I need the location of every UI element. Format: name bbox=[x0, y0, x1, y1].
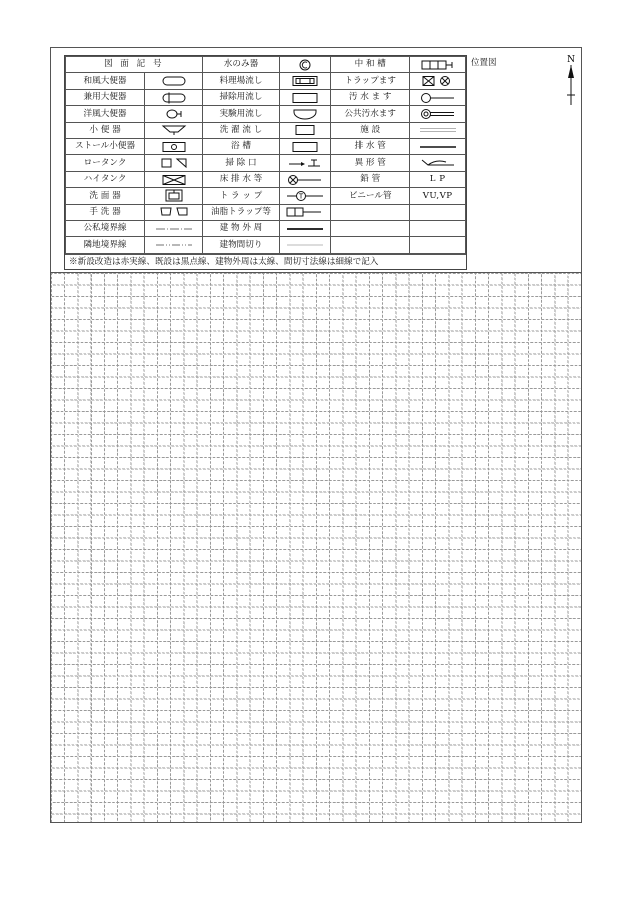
drain-pipe-icon bbox=[410, 139, 466, 155]
legend-row bbox=[66, 171, 466, 187]
legend-label bbox=[331, 221, 410, 237]
floor-drain-icon bbox=[279, 171, 330, 187]
trap-basin-icon bbox=[410, 73, 466, 89]
legend-label: 掃 除 口 bbox=[203, 155, 280, 171]
legend-label: 小 便 器 bbox=[66, 122, 145, 138]
legend-symbol-text bbox=[410, 204, 466, 220]
legend-label: 水のみ器 bbox=[203, 57, 280, 73]
building-perimeter-icon bbox=[279, 221, 330, 237]
legend-label: ロータンク bbox=[66, 155, 145, 171]
legend-table bbox=[65, 56, 466, 254]
stall-urinal-icon bbox=[145, 139, 203, 155]
legend-header bbox=[51, 48, 581, 273]
legend-label: 油脂トラップ等 bbox=[203, 204, 280, 220]
legend-label: 洋風大便器 bbox=[66, 106, 145, 122]
legend-label: 建物間切り bbox=[203, 237, 280, 254]
legend-label: 汚 水 ま す bbox=[331, 89, 410, 105]
legend-label: 排 水 管 bbox=[331, 139, 410, 155]
legend-symbol-text bbox=[410, 221, 466, 237]
kitchen-sink-icon bbox=[279, 73, 330, 89]
legend-label: 和風大便器 bbox=[66, 73, 145, 89]
legend-symbol-text bbox=[410, 237, 466, 254]
legend-symbol-text: L P bbox=[410, 171, 466, 187]
legend-row bbox=[66, 237, 466, 254]
legend-label: 床 排 水 等 bbox=[203, 171, 280, 187]
laundry-sink-icon bbox=[279, 122, 330, 138]
drawing-sheet bbox=[50, 47, 582, 823]
legend-row bbox=[66, 106, 466, 122]
location-map-label: 位置図 bbox=[471, 58, 497, 68]
legend-label: 洗 面 器 bbox=[66, 188, 145, 204]
cleanout-icon bbox=[279, 155, 330, 171]
north-label: N bbox=[567, 55, 575, 65]
legend-label: 洗 濯 流 し bbox=[203, 122, 280, 138]
legend-label: 建 物 外 周 bbox=[203, 221, 280, 237]
legend-label: 料理場流し bbox=[203, 73, 280, 89]
hand-basin-icon bbox=[145, 204, 203, 220]
washbasin-icon bbox=[145, 188, 203, 204]
legend-label: ストール小便器 bbox=[66, 139, 145, 155]
urinal-icon bbox=[145, 122, 203, 138]
svg-text:T: T bbox=[298, 192, 304, 201]
legend-label: 公私境界線 bbox=[66, 221, 145, 237]
legend-label: 兼用大便器 bbox=[66, 89, 145, 105]
legend-label bbox=[331, 237, 410, 254]
legend-row bbox=[66, 122, 466, 138]
legend-label: ト ラ ッ プ bbox=[203, 188, 280, 204]
legend-note: ※新設改造は赤実線、既設は黒点線、建物外周は太線、間切寸法線は細線で記入 bbox=[65, 254, 466, 269]
trap-icon bbox=[279, 188, 330, 204]
adjacent-boundary-icon bbox=[145, 237, 203, 254]
legend-label: 公共汚水ます bbox=[331, 106, 410, 122]
legend-row bbox=[66, 188, 466, 204]
legend-label: トラップます bbox=[331, 73, 410, 89]
legend-label: 実験用流し bbox=[203, 106, 280, 122]
bathtub-icon bbox=[279, 139, 330, 155]
japanese-toilet-icon bbox=[145, 73, 203, 89]
legend-label: 異 形 管 bbox=[331, 155, 410, 171]
legend-label: 掃除用流し bbox=[203, 89, 280, 105]
legend-row bbox=[66, 139, 466, 155]
cleaning-sink-icon bbox=[279, 89, 330, 105]
legend-row bbox=[66, 57, 466, 73]
sewage-basin-icon bbox=[410, 89, 466, 105]
western-toilet-icon bbox=[145, 106, 203, 122]
legend-label: 手 洗 器 bbox=[66, 204, 145, 220]
legend-label: 鉛 管 bbox=[331, 171, 410, 187]
partition-icon bbox=[279, 237, 330, 254]
legend-label: 隣地境界線 bbox=[66, 237, 145, 254]
legend-label: 図 面 記 号 bbox=[66, 57, 203, 73]
neutralization-tank-icon bbox=[410, 57, 466, 73]
public-sewage-basin-icon bbox=[410, 106, 466, 122]
dual-toilet-icon bbox=[145, 89, 203, 105]
drawing-grid bbox=[51, 273, 581, 822]
lab-sink-icon bbox=[279, 106, 330, 122]
north-arrow-icon bbox=[564, 53, 578, 109]
legend-label: ハイタンク bbox=[66, 171, 145, 187]
public-private-boundary-icon bbox=[145, 221, 203, 237]
legend-label: ビニール管 bbox=[331, 188, 410, 204]
legend-row bbox=[66, 73, 466, 89]
symbol-legend bbox=[64, 55, 467, 270]
legend-row bbox=[66, 221, 466, 237]
legend-row bbox=[66, 89, 466, 105]
fitting-pipe-icon bbox=[410, 155, 466, 171]
grease-trap-icon bbox=[279, 204, 330, 220]
high-tank-icon bbox=[145, 171, 203, 187]
facility-icon bbox=[410, 122, 466, 138]
legend-label: 施 設 bbox=[331, 122, 410, 138]
legend-row bbox=[66, 155, 466, 171]
low-tank-icon bbox=[145, 155, 203, 171]
legend-row bbox=[66, 204, 466, 220]
legend-symbol-text: VU,VP bbox=[410, 188, 466, 204]
water-fountain-icon bbox=[279, 57, 330, 73]
legend-label bbox=[331, 204, 410, 220]
legend-label: 浴 槽 bbox=[203, 139, 280, 155]
legend-label: 中 和 槽 bbox=[331, 57, 410, 73]
